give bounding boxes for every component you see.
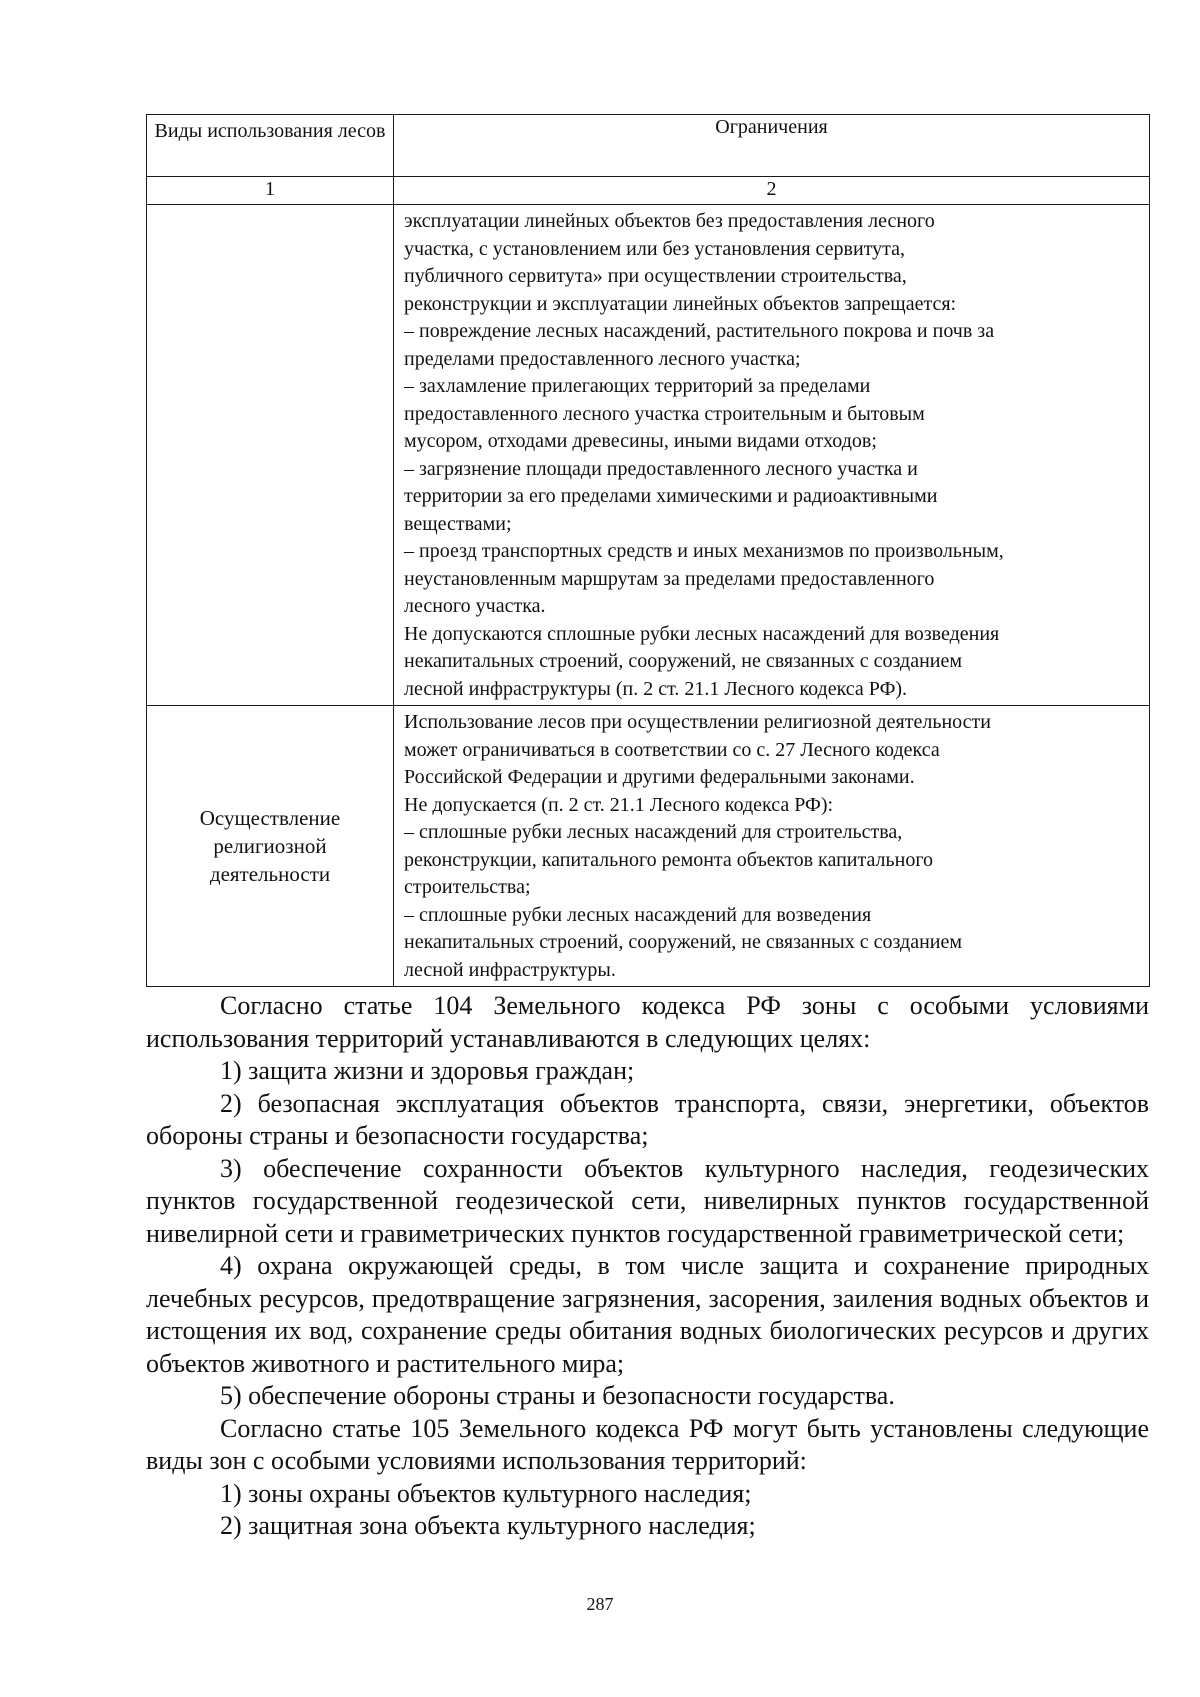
cell-text-line: участка, с установлением или без установления сервитута,: [404, 237, 906, 260]
cell-text-line: – загрязнение площади предоставленного лесного участка и: [404, 457, 918, 480]
column-number-2: 2: [394, 177, 1150, 205]
paragraph-article-105: Согласно статье 105 Земельного кодекса РФ могут быть установлены следующие виды зон с особыми условиями использования территорий:: [146, 1413, 1149, 1475]
cell-text-line: – захламление прилегающих территорий за пределами: [404, 375, 871, 397]
row2-restrictions-text: [394, 706, 1149, 986]
religious-activity-label: [147, 804, 393, 888]
restrictions-table: [146, 114, 1150, 987]
cell-text-line: некапитальных строений, сооружений, не связанных с созданием: [404, 650, 963, 672]
row1-restrictions-text: [394, 205, 1149, 705]
cell-text-line: предоставленного лесного участка строительным и бытовым: [404, 402, 925, 425]
header-forest-use-types: Виды использования лесов: [147, 115, 394, 177]
cell-text-line: Российской Федерации и другими федеральными законами.: [404, 766, 915, 788]
cell-text-line: Не допускается (п. 2 ст. 21.1 Лесного кодекса РФ):: [404, 793, 834, 816]
list-item: 2) безопасная эксплуатация объектов транспорта, связи, энергетики, объектов обороны страны и безопасности государства;: [146, 1088, 1149, 1150]
table-row: [147, 205, 1150, 706]
cell-text-line: территории за его пределами химическими и радиоактивными: [404, 485, 938, 507]
cell-text-line: деятельности: [209, 862, 331, 886]
row2-type-cell: [147, 706, 394, 987]
list-item: 2) защитная зона объекта культурного наследия;: [220, 1511, 756, 1540]
cell-text-line: реконструкции и эксплуатации линейных объектов запрещается:: [404, 292, 957, 315]
row1-type-cell: [147, 205, 394, 706]
row1-restrictions-cell: [394, 205, 1150, 706]
row2-restrictions-cell: [394, 706, 1150, 987]
header-restrictions: Ограничения: [394, 115, 1150, 177]
table-number-row: [147, 177, 1150, 205]
cell-text-line: Осуществление: [199, 806, 341, 830]
cell-text-line: лесной инфраструктуры.: [404, 958, 616, 981]
cell-text-line: религиозной: [213, 834, 327, 858]
list-item: 4) охрана окружающей среды, в том числе защита и сохранение природных лечебных ресурсов, предотвращение загрязнения, засорения, заиления водных объектов и истощения их вод, сохранение среды обитания водных биологических ресурсов и других объектов животного и растительного мира;: [146, 1251, 1149, 1378]
cell-text-line: – проезд транспортных средств и иных механизмов по произвольным,: [404, 540, 1004, 562]
cell-text-line: неустановленным маршрутам за пределами предоставленного: [404, 567, 935, 590]
cell-text-line: – сплошные рубки лесных насаждений для возведения: [404, 903, 872, 926]
cell-text-line: строительства;: [404, 876, 531, 898]
table-row: [147, 706, 1150, 987]
table-header-row: [147, 115, 1150, 177]
cell-text-line: некапитальных строений, сооружений, не связанных с созданием: [404, 931, 963, 953]
cell-text-line: лесного участка.: [404, 595, 546, 617]
cell-text-line: Использование лесов при осуществлении религиозной деятельности: [404, 711, 991, 733]
cell-text-line: мусором, отходами древесины, иными видами отходов;: [404, 430, 877, 452]
cell-text-line: лесной инфраструктуры (п. 2 ст. 21.1 Лесного кодекса РФ).: [404, 677, 908, 700]
list-item: 1) защита жизни и здоровья граждан;: [220, 1056, 635, 1085]
cell-text-line: веществами;: [404, 512, 512, 535]
page-number: 287: [586, 1594, 614, 1614]
list-item: 5) обеспечение обороны страны и безопасности государства.: [220, 1381, 895, 1410]
list-item: 3) обеспечение сохранности объектов культурного наследия, геодезических пунктов государственной геодезической сети, нивелирных пунктов государственной нивелирной сети и гравиметрических пунктов государственной гравиметрической сети;: [146, 1153, 1149, 1248]
cell-text-line: реконструкции, капитального ремонта объектов капитального: [404, 848, 934, 871]
cell-text-line: эксплуатации линейных объектов без предоставления лесного: [404, 210, 935, 232]
cell-text-line: – повреждение лесных насаждений, растительного покрова и почв за: [404, 320, 995, 342]
list-item: 1) зоны охраны объектов культурного наследия;: [220, 1478, 752, 1508]
cell-text-line: пределами предоставленного лесного участка;: [404, 347, 801, 370]
cell-text-line: – сплошные рубки лесных насаждений для строительства,: [404, 821, 903, 843]
cell-text-line: может ограничиваться в соответствии со с. 27 Лесного кодекса: [404, 738, 940, 761]
cell-text-line: публичного сервитута» при осуществлении строительства,: [404, 265, 907, 287]
cell-text-line: Не допускаются сплошные рубки лесных насаждений для возведения: [404, 622, 1000, 645]
body-text: [146, 990, 1149, 1543]
paragraph-article-104: Согласно статье 104 Земельного кодекса РФ зоны с особыми условиями использования территорий устанавливаются в следующих целях:: [146, 991, 1149, 1053]
column-number-1: 1: [147, 177, 394, 205]
